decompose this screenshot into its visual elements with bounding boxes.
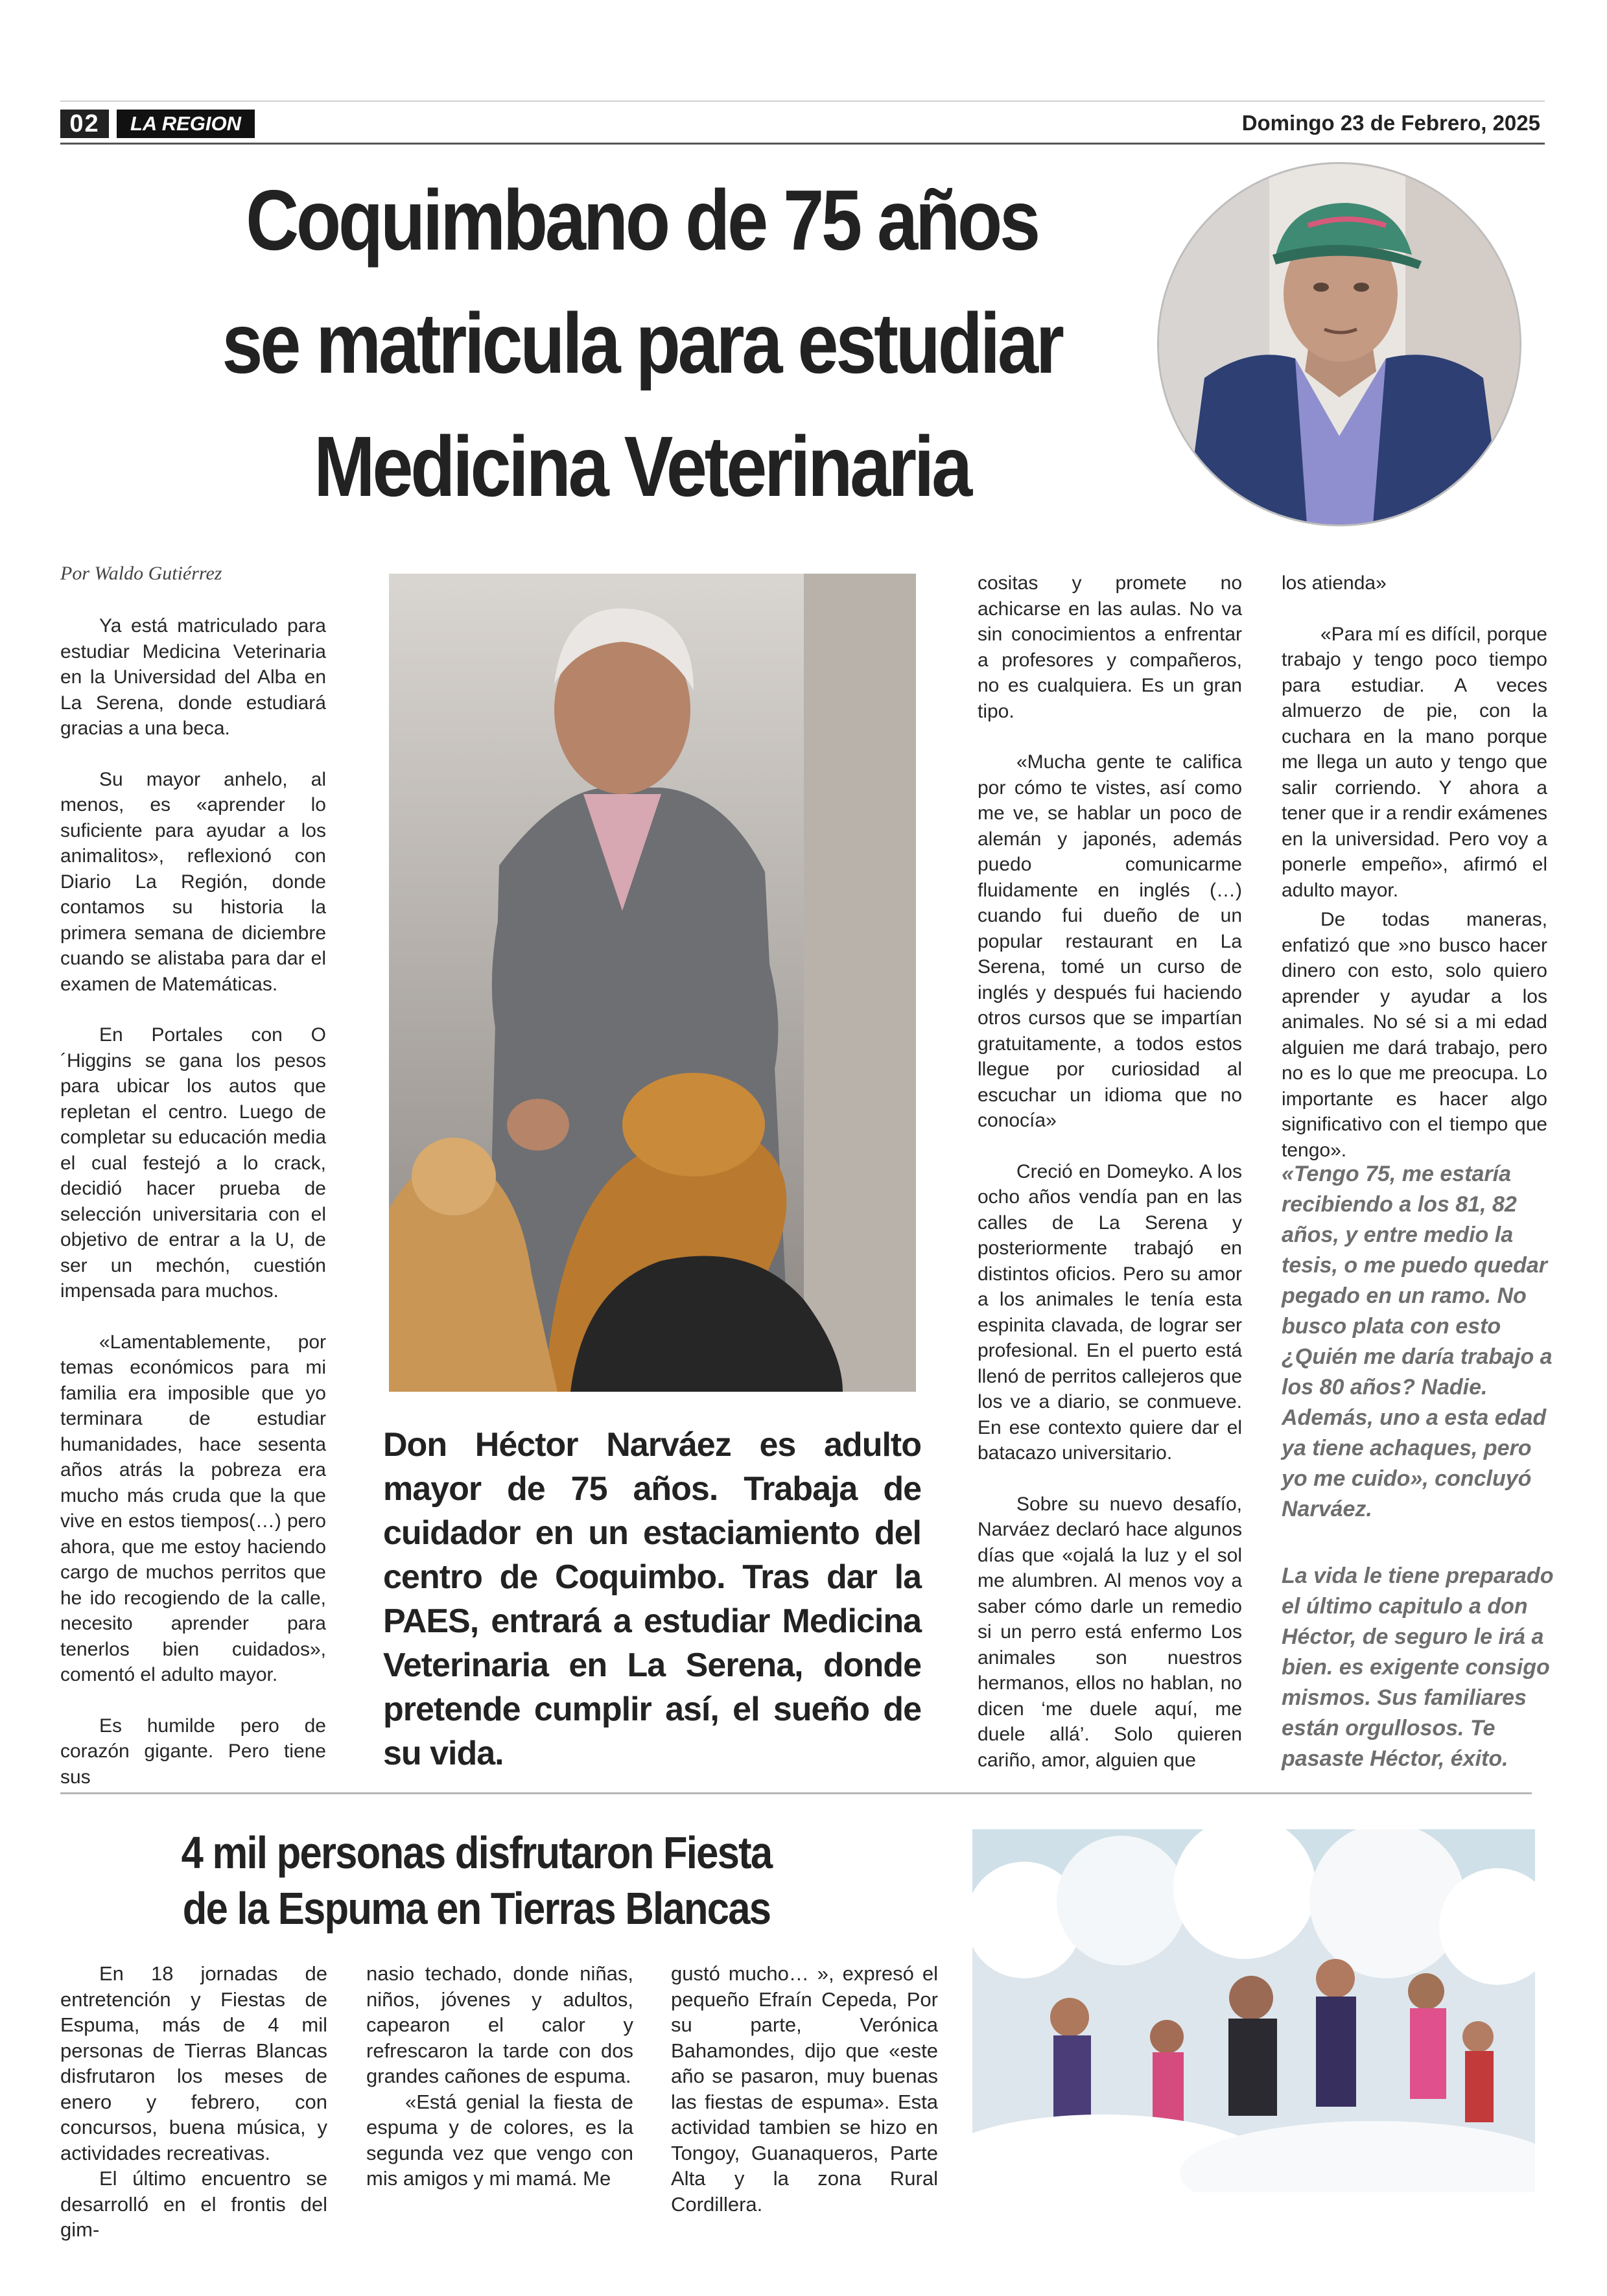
- article1-column-3: [978, 570, 1242, 1798]
- article1-col1-para-3: En Portales con O´Higgins se gana los pesos para ubicar los autos que repletan el centro. Luego de completar su educación media el cual festejó a lo crack, decidió hacer prueba de selección universitaria con el objetivo de entrar a la U, de ser un mechón, cuestión impensada para muchos.: [60, 1024, 326, 1302]
- article1-col4-para-2: «Para mí es difícil, porque trabajo y tengo poco tiempo para estudiar. A veces almuerzo de pie, con la cuchara en la mano porque me llega un auto y tengo que salir corriendo. Y ahora a tener que ir a rendir exámenes en la universidad. Pero voy a ponerle empeño», afirmó el adulto mayor.: [1282, 623, 1547, 901]
- article1-col1-para-5: Es humilde pero de corazón gigante. Pero tiene sus: [60, 1715, 326, 1788]
- article1-column-4: [1282, 570, 1547, 1171]
- article1-col1-para-4: «Lamentablemente, por temas económicos para mi familia era imposible que yo terminara de estudiar humanidades, hace sesenta años atrás la pobreza era mucho más cruda que la que vive en estos tiempos(…) pero ahora, que me estoy haciendo cargo de muchos perritos que he ido recogiendo de la calle, necesito aprender para tenerlos bien cuidados», comentó el adulto mayor.: [60, 1331, 326, 1685]
- article1-col1-para-2: Su mayor anhelo, al menos, es «aprender lo suficiente para ayudar a los animalitos», reflexionó con Diario La Región, donde contamos su historia la primera semana de diciembre cuando se alistaba para dar el examen de Matemáticas.: [60, 768, 326, 995]
- article1-col4-para-1: los atienda»: [1282, 572, 1387, 594]
- foam-party-illustration: [972, 1829, 1535, 2192]
- second-headline: 4 mil personas disfrutaron Fiesta de la Espuma en Tierras Blancas: [181, 1827, 772, 1934]
- article1-col4-para-3: De todas maneras, enfatizó que »no busco hacer dinero con esto, solo quiero aprender y ayudar a los animales. No sé si a mi edad alguien me dará trabajo, pero no es lo que me preocupa. Lo importante es hacer algo significativo con el tiempo que tengo».: [1282, 909, 1547, 1161]
- portrait-photo: [1157, 162, 1521, 526]
- page-number: 02: [60, 110, 109, 138]
- article1-col1-para-1: Ya está matriculado para estudiar Medicina Veterinaria en la Universidad del Alba en La Serena, donde estudiará gracias a una beca.: [60, 615, 326, 739]
- man-with-dogs-illustration: [389, 574, 916, 1392]
- issue-date: Domingo 23 de Febrero, 2025: [1241, 111, 1540, 135]
- photo-caption: Don Héctor Narváez es adulto mayor de 75 años. Trabaja de cuidador en un estaciamiento del centro de Coquimbo. Tras dar la PAES, entrará a estudiar Medicina Veterinaria en La Serena, donde pretende cumplir así, el sueño de su vida.: [383, 1426, 921, 1772]
- man-with-dogs-photo: [389, 574, 916, 1392]
- article1-column-1: [60, 613, 326, 1815]
- article2-column-2: [366, 1961, 633, 2192]
- article2-col2-para-1: nasio techado, donde niñas, niños, jóvenes y adultos, capearon el calor y refrescaron la tarde con dos grandes cañones de espuma.: [366, 1962, 633, 2087]
- foam-party-photo: [972, 1829, 1535, 2192]
- main-headline: Coquimbano de 75 años se matricula para estudiar Medicina Veterinaria: [222, 172, 1062, 514]
- article1-col3-para-1: cositas y promete no achicarse en las aulas. No va sin conocimientos a enfrentar a profesores y compañeros, no es cualquiera. Es un gran tipo.: [978, 572, 1242, 722]
- header-bottom-rule: [60, 143, 1545, 145]
- portrait-illustration: [1159, 164, 1519, 524]
- article2-col1-para-2: El último encuentro se desarrolló en el frontis del gim-: [60, 2167, 327, 2241]
- article1-col3-para-4: Sobre su nuevo desafío, Narváez declaró hace algunos días que «ojalá la luz y el sol me alumbren. Al menos voy a saber cómo darle un remedio si un perro está enfermo Los animales son nuestros hermanos, ellos no hablan, no dicen ‘me duele aquí, me duele allá’. Solo quieren cariño, amor, alguien que: [978, 1493, 1242, 1771]
- closing-note: La vida le tiene preparado el último capitulo a don Héctor, de seguro le irá a bien. es exigente consigo mismos. Sus familiares están orgullosos. Te pasaste Héctor, éxito.: [1282, 1564, 1554, 1771]
- article2-column-1: [60, 1961, 327, 2243]
- header-top-rule: [60, 100, 1545, 102]
- article2-col2-para-2: «Está genial la fiesta de espuma y de colores, es la segunda vez que vengo con mis amigos y mi mamá. Me: [366, 2090, 633, 2190]
- pull-quote: «Tengo 75, me estaría recibiendo a los 81, 82 años, y entre medio la tesis, o me puedo quedar pegado en un ramo. No busco plata con esto ¿Quién me daría trabajo a los 80 años? Nadie. Además, uno a esta edad ya tiene achaques, pero yo me cuido», concluyó Narváez.: [1282, 1162, 1553, 1521]
- article2-column-3: [671, 1961, 938, 2217]
- article1-col3-para-2: «Mucha gente te califica por cómo te vistes, así como me ve, se hablar un poco de alemán y japonés, además puedo comunicarme fluidamente en inglés (…) cuando fui dueño de un popular restaurant en La Serena, tomé un curso de inglés y después fui haciendo otros cursos que se impartían gratuitamente, a todos estos llegue por curiosidad al escuchar un idioma que no conocía»: [978, 751, 1242, 1131]
- article2-col3-para-1: gustó mucho… », expresó el pequeño Efraín Cepeda, Por su parte, Verónica Bahamondes, dijo que «este año se pasaron, muy buenas las fiestas de espuma». Esta actividad tambien se hizo en Tongoy, Guanaqueros, Parte Alta y la zona Rural Cordillera.: [671, 1962, 938, 2216]
- article2-col1-para-1: En 18 jornadas de entretención y Fiestas de Espuma, más de 4 mil personas de Tierras Blancas disfrutaron los meses de enero y febrero, con concursos, buena música, y actividades recreativas.: [60, 1962, 327, 2164]
- byline: Por Waldo Gutiérrez: [60, 563, 222, 584]
- article-separator: [60, 1792, 1532, 1794]
- article1-col3-para-3: Creció en Domeyko. A los ocho años vendía pan en las calles de La Serena y posteriormente trabajó en distintos oficios. Pero su amor a los animales le tenía esta espinita clavada, de lograr ser profesional. En el puerto está llenó de perritos callejeros que los ve a diario, se conmueve. En ese contexto quiere dar el batacazo universitario.: [978, 1160, 1242, 1464]
- section-label: LA REGION: [117, 110, 255, 138]
